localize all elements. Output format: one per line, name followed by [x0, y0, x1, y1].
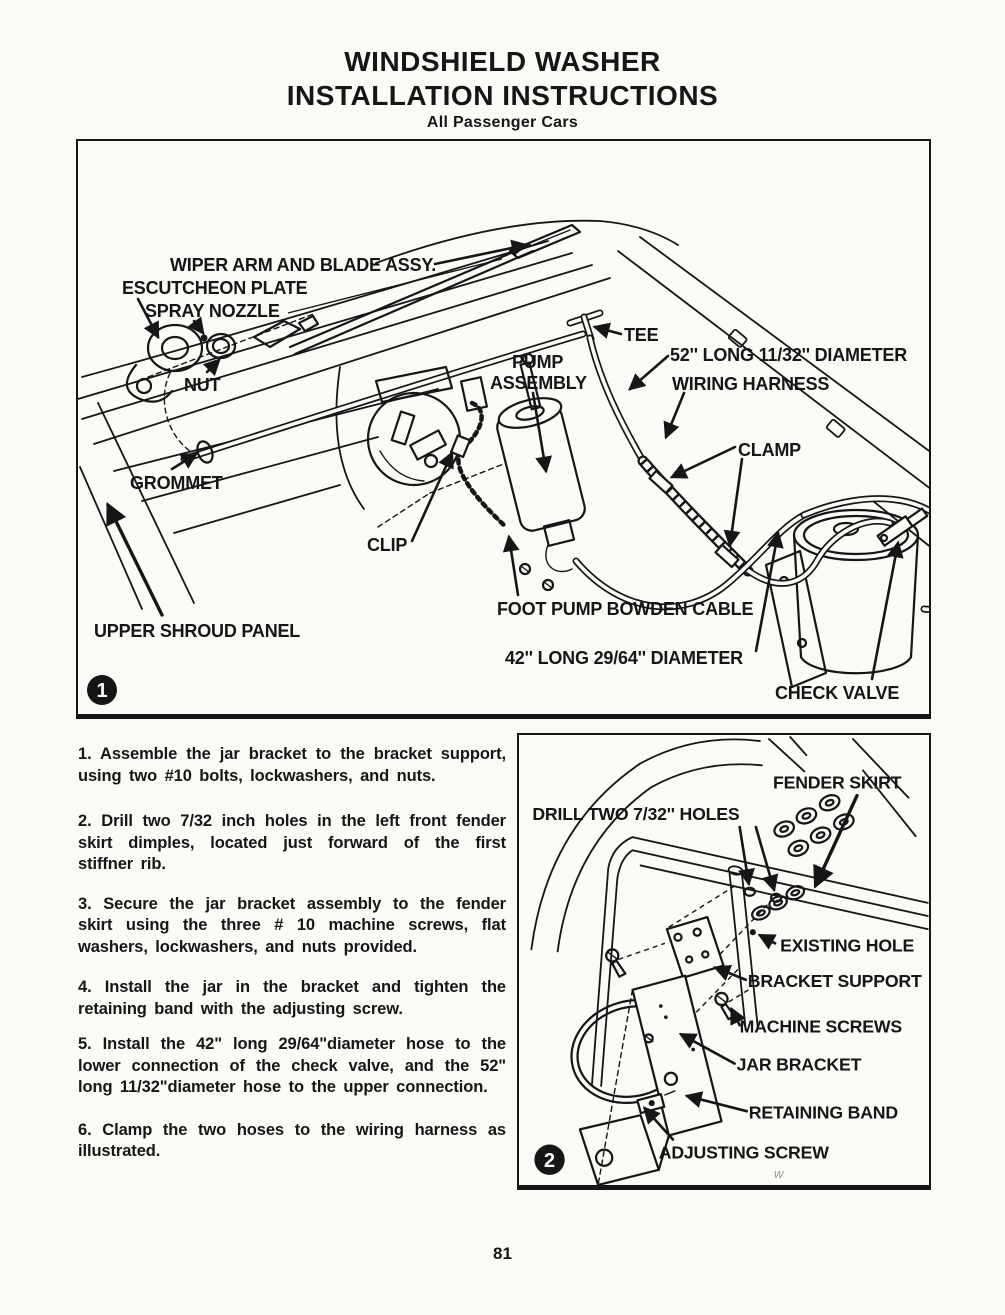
- existing-hole-dot: [750, 929, 756, 935]
- instruction-text: Secure the jar bracket assembly to the fender skirt using the three # 10 machine screws, flat washers, lockwashers, and nuts provided.: [78, 894, 506, 956]
- fender-skirt-panel: [592, 837, 928, 1086]
- label-check-valve: CHECK VALVE: [775, 683, 900, 703]
- label-jar-bracket: JAR BRACKET: [736, 1054, 862, 1075]
- figure-1-illustration: [78, 141, 929, 714]
- instruction-text: Drill two 7/32 inch holes in the left front fender skirt dimples, located just forward of the first stiffner rib.: [78, 812, 507, 873]
- instruction-item-2: [78, 811, 506, 876]
- instruction-number: 5.: [78, 1035, 92, 1053]
- figure-2-jar-bracket-diagram: [517, 733, 931, 1190]
- clip-part: [451, 435, 470, 457]
- hose-42: [576, 499, 929, 610]
- label-escutcheon-plate: ESCUTCHEON PLATE: [122, 278, 308, 298]
- instruction-text: Assemble the jar bracket to the bracket support, using two #10 bolts, lockwashers, and nuts.: [78, 745, 507, 785]
- label-pump-line2: ASSEMBLY: [490, 373, 587, 393]
- print-mark: w: [774, 1165, 784, 1181]
- clamp-part-2: [715, 545, 738, 567]
- upper-hose: [590, 338, 643, 461]
- label-machine-screws: MACHINE SCREWS: [739, 1016, 902, 1037]
- instruction-text: Clamp the two hoses to the wiring harness as illustrated.: [78, 1120, 507, 1160]
- hood-edge-lines: [618, 237, 929, 553]
- label-foot-pump-bowden-cable: FOOT PUMP BOWDEN CABLE: [497, 599, 754, 619]
- page-number: 81: [493, 1244, 512, 1263]
- instruction-number: 2.: [78, 812, 92, 830]
- instruction-number: 3.: [78, 894, 92, 913]
- label-retaining-band: RETAINING BAND: [748, 1102, 898, 1123]
- label-clamp: CLAMP: [738, 440, 801, 460]
- label-grommet: GROMMET: [130, 473, 223, 493]
- label-spray-nozzle: SPRAY NOZZLE: [145, 301, 280, 321]
- label-nut: NUT: [184, 375, 221, 395]
- label-pump-line1: PUMP: [512, 352, 564, 372]
- figure-1-badge: [87, 675, 117, 705]
- figure-2-badge: [534, 1145, 564, 1175]
- instruction-number: 6.: [78, 1120, 92, 1139]
- wiring-harness-part: [643, 461, 748, 571]
- figure-1-badge-number: 1: [96, 680, 108, 702]
- instruction-item-5: [78, 1034, 506, 1099]
- label-upper-shroud-panel: UPPER SHROUD PANEL: [94, 621, 301, 641]
- label-wiring-harness: WIRING HARNESS: [672, 374, 830, 394]
- label-wiper-arm: WIPER ARM AND BLADE ASSY.: [170, 255, 437, 275]
- figure-1-washer-system-diagram: [76, 139, 931, 719]
- label-adjusting-screw: ADJUSTING SCREW: [658, 1142, 829, 1163]
- clamp-part-1: [649, 471, 672, 493]
- instruction-text: Install the 42" long 29/64"diameter hose to the lower connection of the check valve, and the 52" long 11/32"diameter hose to the upper connection.: [78, 1035, 507, 1096]
- instruction-item-1: [78, 744, 506, 787]
- page-subtitle: All Passenger Cars: [426, 114, 579, 131]
- label-clip: CLIP: [367, 535, 408, 555]
- instruction-item-6: [78, 1120, 506, 1163]
- label-hose-52: 52'' LONG 11/32'' DIAMETER: [670, 345, 907, 365]
- instruction-list: [78, 744, 506, 1187]
- page-title-line1: WINDSHIELD WASHER: [344, 46, 661, 77]
- figure-2-illustration: [519, 735, 929, 1185]
- label-bracket-support: BRACKET SUPPORT: [747, 970, 922, 991]
- instruction-item-4: [78, 977, 506, 1020]
- label-fender-skirt: FENDER SKIRT: [773, 772, 902, 793]
- label-tee: TEE: [624, 325, 659, 345]
- label-drill-holes: DRILL TWO 7/32'' HOLES: [532, 803, 740, 824]
- label-hose-42: 42'' LONG 29/64'' DIAMETER: [505, 648, 743, 668]
- instruction-number: 1.: [78, 745, 92, 763]
- instruction-number: 4.: [78, 978, 92, 996]
- instruction-text: Install the jar in the bracket and tighten the retaining band with the adjusting screw.: [78, 978, 507, 1018]
- label-existing-hole: EXISTING HOLE: [780, 935, 915, 956]
- instruction-item-3: [78, 894, 506, 959]
- page-title-line2: INSTALLATION INSTRUCTIONS: [286, 80, 719, 111]
- fender-outline: [531, 737, 915, 951]
- figure-2-badge-number: 2: [543, 1149, 556, 1172]
